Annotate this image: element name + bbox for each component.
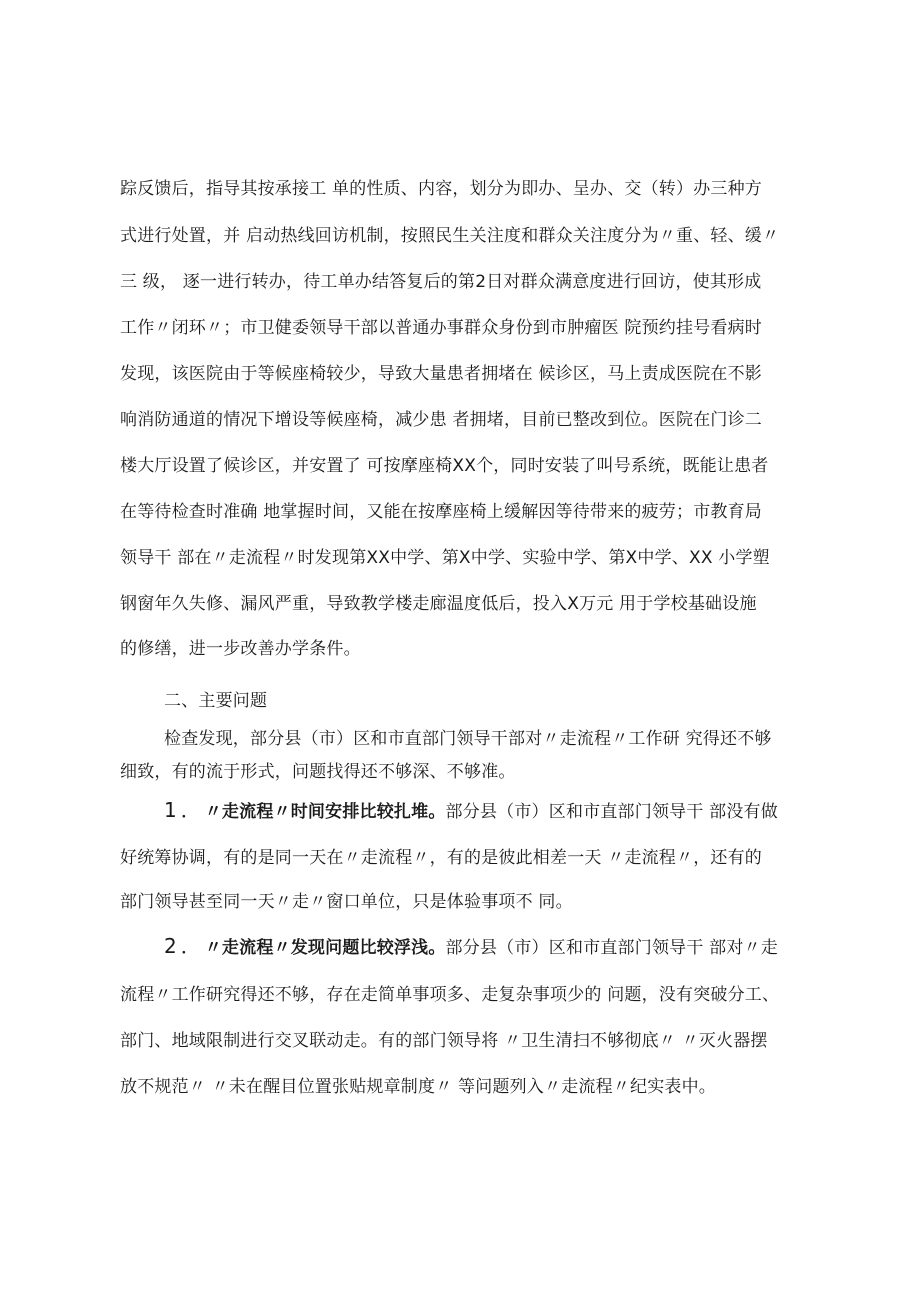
item-text: 部分县（市）区和市直部门领导干 部对〃走 — [445, 938, 778, 958]
item-number: 2． — [164, 934, 205, 958]
text-line: 发现，该医院由于等候座椅较少，导致大量患者拥堵在 候诊区，马上责成医院在不影 — [120, 364, 763, 384]
text-line: 式进行处置，并 启动热线回访机制，按照民生关注度和群众关注度分为〃重、轻、缓〃 — [120, 226, 780, 246]
item-number: 1． — [164, 798, 205, 822]
text-line: 工作〃闭环〃；市卫健委领导干部以普通办事群众身份到市肿瘤医 院预约挂号看病时 — [120, 318, 763, 338]
text-line: 好统筹协调，有的是同一天在〃走流程〃，有的是彼此相差一天 〃走流程〃，还有的 — [120, 848, 763, 868]
item-first-line — [164, 799, 778, 823]
item-first-line — [164, 935, 778, 959]
text-line: 钢窗年久失修、漏风严重，导致教学楼走廊温度低后，投入X万元 用于学校基础设施 — [120, 594, 757, 614]
text-line: 部门领导甚至同一天〃走〃窗口单位，只是体验事项不 同。 — [120, 892, 573, 912]
text-line: 的修缮，进一步改善办学条件。 — [120, 639, 361, 659]
section-heading: 二、主要问题 — [164, 691, 268, 711]
item-title: 〃走流程〃时间安排比较扎堆。 — [204, 802, 446, 822]
text-line: 踪反馈后，指导其按承接工 单的性质、内容，划分为即办、呈办、交（转）办三种方 — [120, 179, 763, 199]
text-line: 放不规范〃 〃未在醒目位置张贴规章制度〃 等问题列入〃走流程〃纪实表中。 — [120, 1077, 717, 1097]
text-line: 部门、地域限制进行交叉联动走。有的部门领导将 〃卫生清扫不够彻底〃 〃灭火器摆 — [120, 1031, 768, 1051]
text-line: 流程〃工作研究得还不够，存在走简单事项多、走复杂事项少的 问题，没有突破分工、 — [120, 985, 780, 1005]
item-title: 〃走流程〃发现问题比较浮浅。 — [204, 938, 446, 958]
text-line: 领导干 部在〃走流程〃时发现第XX中学、第X中学、实验中学、第X中学、XX 小学塑 — [120, 548, 770, 568]
text-line: 楼大厅设置了候诊区，并安置了 可按摩座椅XX个，同时安装了叫号系统，既能让患者 — [120, 456, 769, 476]
text-line: 三 级， 逐一进行转办，待工单办结答复后的第2日对群众满意度进行回访，使其形成 — [120, 272, 762, 292]
text-line: 在等待检查时准确 地掌握时间，又能在按摩座椅上缓解因等待带来的疲劳；市教育局 — [120, 502, 763, 522]
text-line: 检查发现，部分县（市）区和市直部门领导干部对〃走流程〃工作研 究得还不够 — [164, 729, 772, 749]
text-line: 响消防通道的情况下增设等候座椅，减少患 者拥堵，目前已整改到位。医院在门诊二 — [120, 410, 763, 430]
item-text: 部分县（市）区和市直部门领导干 部没有做 — [445, 802, 778, 822]
text-line: 细致，有的流于形式，问题找得还不够深、不够准。 — [120, 762, 516, 782]
